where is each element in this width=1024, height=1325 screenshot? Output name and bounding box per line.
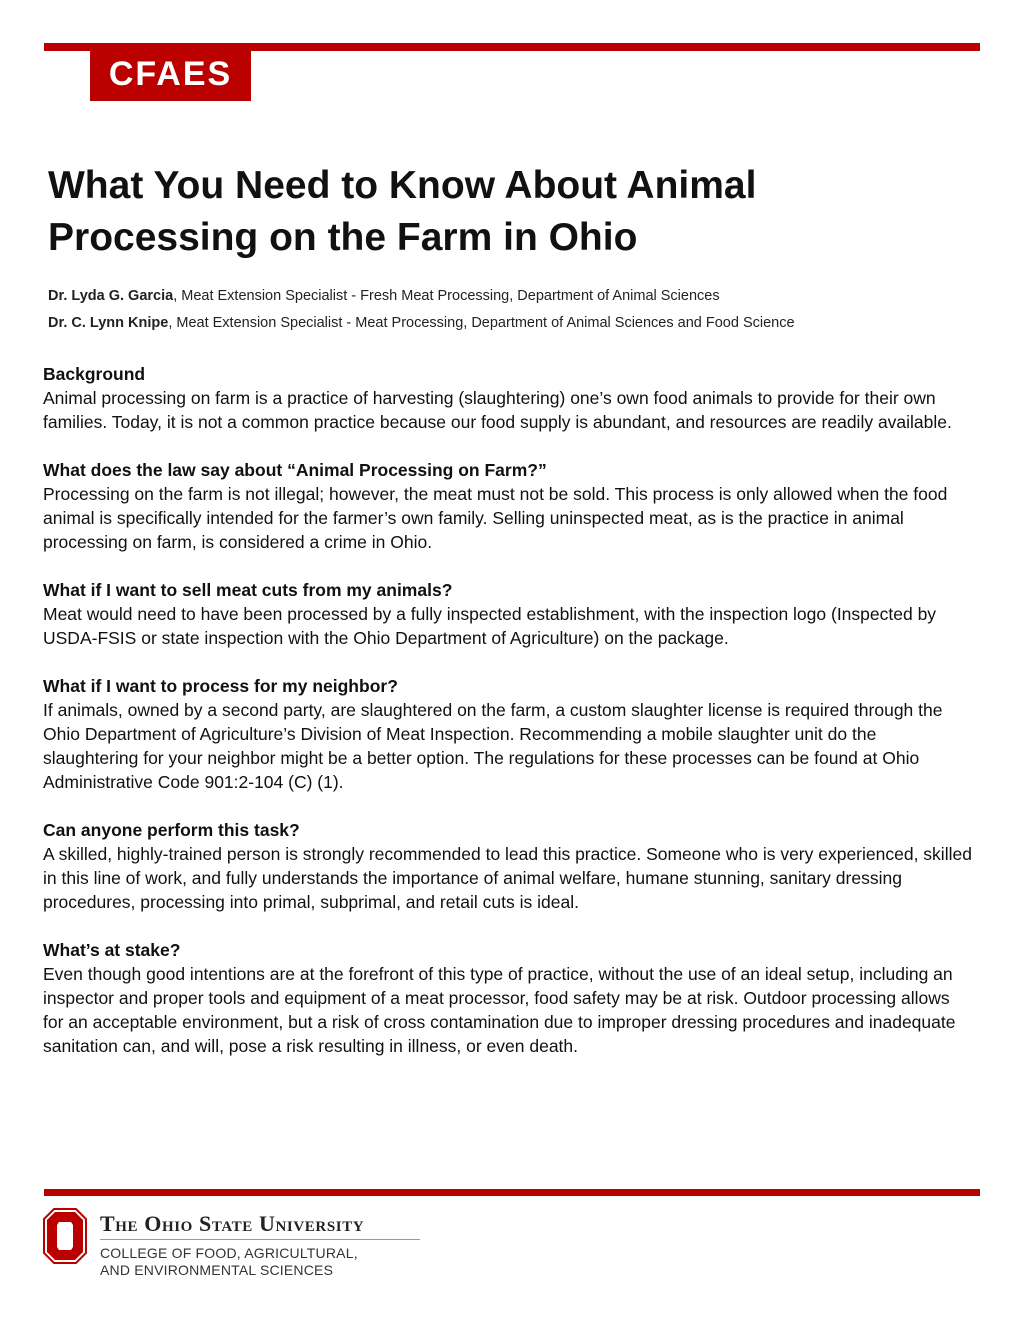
section-heading: What’s at stake? bbox=[43, 940, 181, 960]
section-law bbox=[43, 458, 973, 554]
author-line bbox=[48, 287, 978, 305]
page-title: What You Need to Know About Animal Processing on the Farm in Ohio bbox=[48, 164, 757, 259]
section-heading: Background bbox=[43, 364, 146, 384]
section-text: If animals, owned by a second party, are slaughtered on the farm, a custom slaughter license is required through the Ohio Department of Agriculture’s Division of Meat Inspection. Recommending a mobile slaughter unit do the slaughtering for your neighbor might be a better option. The regulations for these processes can be found at Ohio Administrative Code 901:2-104 (C) (1). bbox=[43, 700, 943, 792]
section-neighbor bbox=[43, 674, 973, 794]
author-role: , Meat Extension Specialist - Fresh Meat Processing, Department of Animal Sciences bbox=[173, 288, 720, 304]
article-body bbox=[43, 362, 973, 1082]
author-line bbox=[48, 314, 978, 332]
section-text: Animal processing on farm is a practice of harvesting (slaughtering) one’s own food animals to provide for their own families. Today, it is not a common practice because our food supply is abundant, and resources are readily available. bbox=[43, 388, 952, 432]
footer-divider bbox=[100, 1239, 420, 1240]
section-who-performs bbox=[43, 818, 973, 914]
section-text: Meat would need to have been processed by a fully inspected establishment, with the inspection logo (Inspected by USDA-FSIS or state inspection with the Ohio Department of Agriculture) on the package. bbox=[43, 604, 937, 648]
section-heading: Can anyone perform this task? bbox=[43, 820, 300, 840]
author-list bbox=[48, 287, 978, 341]
cfaes-logo-text: CFAES bbox=[108, 55, 233, 93]
college-name bbox=[100, 1245, 358, 1279]
section-background bbox=[43, 362, 973, 434]
section-heading: What if I want to sell meat cuts from my animals? bbox=[43, 580, 453, 600]
college-name-line: AND ENVIRONMENTAL SCIENCES bbox=[100, 1262, 334, 1278]
bottom-red-rule bbox=[44, 1189, 980, 1196]
section-heading: What does the law say about “Animal Processing on Farm?” bbox=[43, 460, 547, 480]
college-name-line: COLLEGE OF FOOD, AGRICULTURAL, bbox=[100, 1245, 358, 1261]
section-at-stake bbox=[43, 938, 973, 1058]
author-role: , Meat Extension Specialist - Meat Processing, Department of Animal Sciences and Food Science bbox=[168, 315, 795, 331]
block-o-icon bbox=[43, 1208, 87, 1264]
author-name: Dr. C. Lynn Knipe bbox=[48, 315, 169, 331]
section-sell-meat bbox=[43, 578, 973, 650]
section-text: Processing on the farm is not illegal; however, the meat must not be sold. This process is only allowed when the food animal is specifically intended for the farmer’s own family. Selling uninspected meat, as is the practice in animal processing on farm, is considered a crime in Ohio. bbox=[43, 484, 948, 552]
section-text: A skilled, highly-trained person is strongly recommended to lead this practice. Someone who is very experienced, skilled in this line of work, and fully understands the importance of animal welfare, humane stunning, sanitary dressing procedures, processing into primal, subprimal, and retail cuts is ideal. bbox=[43, 844, 972, 912]
university-name: The Ohio State University bbox=[100, 1211, 365, 1236]
author-name: Dr. Lyda G. Garcia bbox=[48, 288, 174, 304]
section-heading: What if I want to process for my neighbor? bbox=[43, 676, 398, 696]
cfaes-logo bbox=[90, 48, 251, 101]
section-text: Even though good intentions are at the forefront of this type of practice, without the use of an ideal setup, including an inspector and proper tools and equipment of a meat processor, food safety may be at risk. Outdoor processing allows for an acceptable environment, but a risk of cross contamination due to improper dressing procedures and inadequate sanitation can, and will, pose a risk resulting in illness, or even death. bbox=[43, 964, 956, 1056]
